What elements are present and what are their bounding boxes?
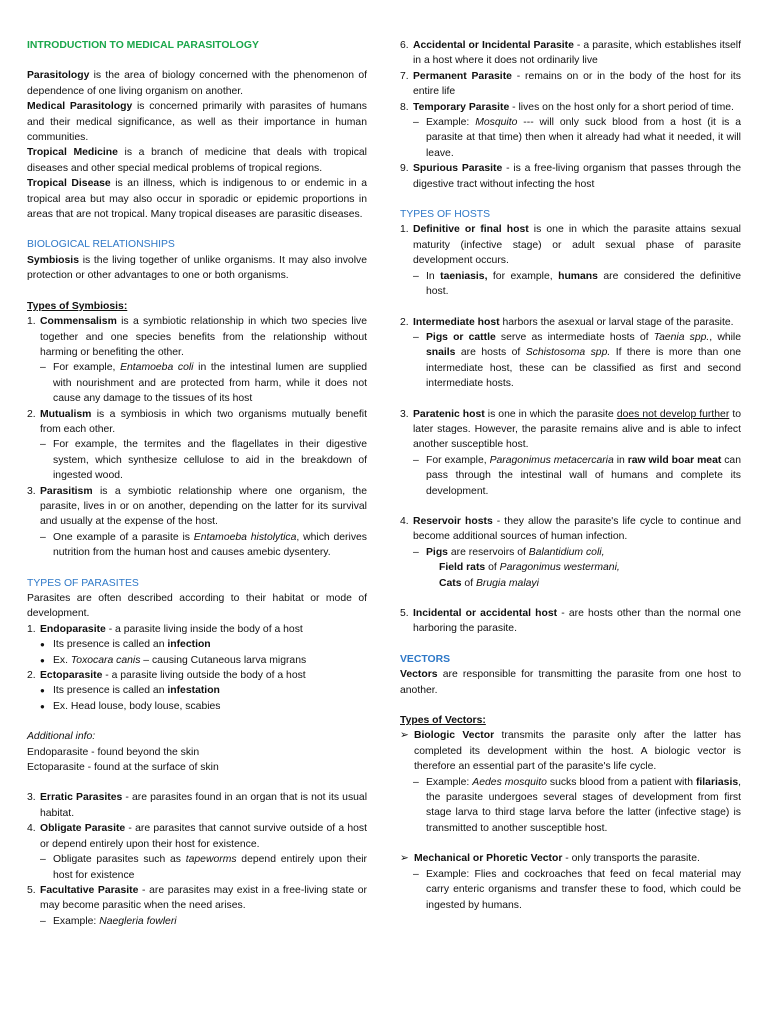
example-mechanical-vector: – Example: Flies and cockroaches that feed on fecal material may carry enteric organisms and transfer these to food, which could be ingested by humans.: [413, 868, 741, 911]
example-paratenic-host: – For example, Paragonimus metacercaria in raw wild boar meat can pass through the intestinal wall of humans and complete its development.: [413, 454, 741, 497]
list-item-mutualism: 2. Mutualism is a symbiosis in which two organisms mutually benefit from each other.: [27, 408, 367, 435]
heading-types-of-parasites: TYPES OF PARASITES: [27, 577, 139, 589]
heading-types-of-symbiosis: Types of Symbiosis:: [27, 300, 128, 312]
def-tropical-disease: Tropical Disease is an illness, which is indigenous to or endemic in a tropical area but may also occur in sporadic or epidemic proportions in areas that are not tropical. Many tropical diseases are parasitic diseases.: [27, 178, 367, 221]
example-commensalism: – For example, Entamoeba coli in the intestinal lumen are supplied with nourishment and are protected from harm, while it does not cause any damage to the tissues of its host: [40, 362, 368, 405]
list-item-endoparasite: 1. Endoparasite - a parasite living inside the body of a host: [27, 623, 303, 635]
example-biologic-vector: – Example: Aedes mosquito sucks blood from a patient with filariasis, the parasite undergoes several stages of development from first stage larva to third stage larva before the latter (infective stage) is transmitted to another susceptible host.: [413, 776, 742, 834]
types-of-parasites-intro: Parasites are often described according to their habitat or mode of development.: [27, 593, 367, 620]
bullet-endo-infection: ● Its presence is called an infection: [40, 639, 211, 651]
example-mutualism: – For example, the termites and the flagellates in their digestive system, which synthesize cellulose to aid in the breakdown of ingested wood.: [40, 439, 367, 482]
list-item-commensalism: 1. Commensalism is a symbiotic relationship in which two species live together and one species benefits from the relationship without harming or benefiting the other.: [27, 316, 367, 358]
heading-types-of-hosts: TYPES OF HOSTS: [400, 209, 491, 221]
example-parasitism: – One example of a parasite is Entamoeba histolytica, which derives nutrition from the human host and causes amebic dysentery.: [40, 531, 367, 559]
example-reservoir-pigs: – Pigs are reservoirs of Balantidium coli,: [413, 546, 605, 558]
def-tropical-medicine: Tropical Medicine is a branch of medicine that deals with tropical diseases and other special medical problems of tropical regions.: [27, 147, 367, 174]
bullet-endo-example: ● Ex. Toxocara canis – causing Cutaneous larva migrans: [40, 654, 307, 666]
vectors-intro: Vectors are responsible for transmitting the parasite from one host to another.: [400, 669, 741, 696]
list-item-definitive-host: 1. Definitive or final host is one in which the parasite attains sexual maturity (infective stage) or adult sexual phase of parasite development occurs.: [400, 224, 741, 267]
list-item-biologic-vector: ➢ Biologic Vector transmits the parasite only after the latter has completed its development within the host. A biologic vector is therefore an essential part of the parasite's life cycle.: [400, 730, 741, 773]
example-temporary: – Example: Mosquito --- will only suck blood from a host (it is a parasite at that time) then when it already had what it needed, it will leave.: [413, 117, 742, 159]
list-item-mechanical-vector: ➢ Mechanical or Phoretic Vector - only transports the parasite.: [400, 851, 741, 866]
list-item-spurious-parasite: 9. Spurious Parasite - is a free-living organism that passes through the digestive tract without infecting the host: [400, 163, 741, 190]
additional-info-ecto: Ectoparasite - found at the surface of skin: [27, 762, 219, 774]
list-item-ectoparasite: 2. Ectoparasite - a parasite living outside the body of a host: [27, 670, 306, 682]
example-reservoir-rats: Field rats of Paragonimus westermani,: [439, 562, 620, 574]
example-reservoir-cats: Cats of Brugia malayi: [439, 577, 539, 589]
list-item-obligate: 4. Obligate Parasite - are parasites that cannot survive outside of a host or depend entirely upon their host for existence.: [27, 823, 367, 850]
additional-info-endo: Endoparasite - found beyond the skin: [27, 746, 200, 758]
arrow-bullet-icon: ➢: [400, 853, 409, 865]
example-facultative: – Example: Naegleria fowleri: [40, 915, 177, 927]
list-item-parasitism: 3. Parasitism is a symbiotic relationship where one organism, the parasite, lives in or on another, depending on the latter for its survival and usually at the expense of the host.: [27, 485, 367, 528]
example-intermediate-host: – Pigs or cattle serve as intermediate hosts of Taenia spp., while snails are hosts of Schistosoma spp. If there is more than one intermediate host, these can be classified as first and second intermediate hosts.: [413, 331, 742, 390]
arrow-bullet-icon: ➢: [400, 730, 409, 742]
list-item-permanent-parasite: 7. Permanent Parasite - remains on or in the body of the host for its entire life: [400, 70, 741, 98]
document-title: INTRODUCTION TO MEDICAL PARASITOLOGY: [27, 40, 259, 51]
bullet-ecto-infestation: ● Its presence is called an infestation: [40, 685, 220, 697]
example-definitive-host: – In taeniasis, for example, humans are considered the definitive host.: [413, 270, 741, 298]
list-item-incidental-host: 5. Incidental or accidental host - are hosts other than the normal one harboring the parasite.: [400, 608, 741, 635]
heading-vectors: VECTORS: [400, 653, 451, 665]
additional-info-title: Additional info:: [27, 731, 96, 743]
def-symbiosis: Symbiosis is the living together of unlike organisms. It may also involve protection or other advantages to one or both organisms.: [27, 254, 367, 282]
bullet-ecto-example: ● Ex. Head louse, body louse, scabies: [40, 700, 221, 712]
right-column: [400, 38, 741, 913]
list-item-temporary-parasite: 8. Temporary Parasite - lives on the host only for a short period of time.: [400, 101, 734, 113]
heading-types-of-vectors: Types of Vectors:: [400, 715, 486, 727]
def-medical-parasitology: Medical Parasitology is concerned primarily with parasites of humans and their medical significance, as well as their importance in human communities.: [27, 101, 367, 144]
list-item-accidental-parasite: 6. Accidental or Incidental Parasite - a parasite, which establishes itself in a host where it does not ordinarily live: [400, 40, 741, 67]
list-item-facultative: 5. Facultative Parasite - are parasites may exist in a free-living state or may become parasitic when the need arises.: [27, 884, 367, 912]
list-item-erratic: 3. Erratic Parasites - are parasites found in an organ that is not its usual habitat.: [27, 792, 368, 819]
list-item-intermediate-host: 2. Intermediate host harbors the asexual or larval stage of the parasite.: [400, 316, 734, 328]
list-item-paratenic-host: 3. Paratenic host is one in which the parasite does not develop further to later stages. However, the parasite remains alive and is able to infect another susceptible host.: [400, 408, 741, 451]
def-parasitology: Parasitology is the area of biology concerned with the phenomenon of dependence of one living organism on another.: [27, 70, 367, 97]
list-item-reservoir-hosts: 4. Reservoir hosts - they allow the parasite's life cycle to continue and become additional sources of human infection.: [400, 515, 741, 543]
left-column: [27, 38, 367, 929]
example-obligate: – Obligate parasites such as tapeworms depend entirely upon their host for existence: [40, 854, 367, 881]
heading-biological-relationships: BIOLOGICAL RELATIONSHIPS: [27, 239, 175, 251]
